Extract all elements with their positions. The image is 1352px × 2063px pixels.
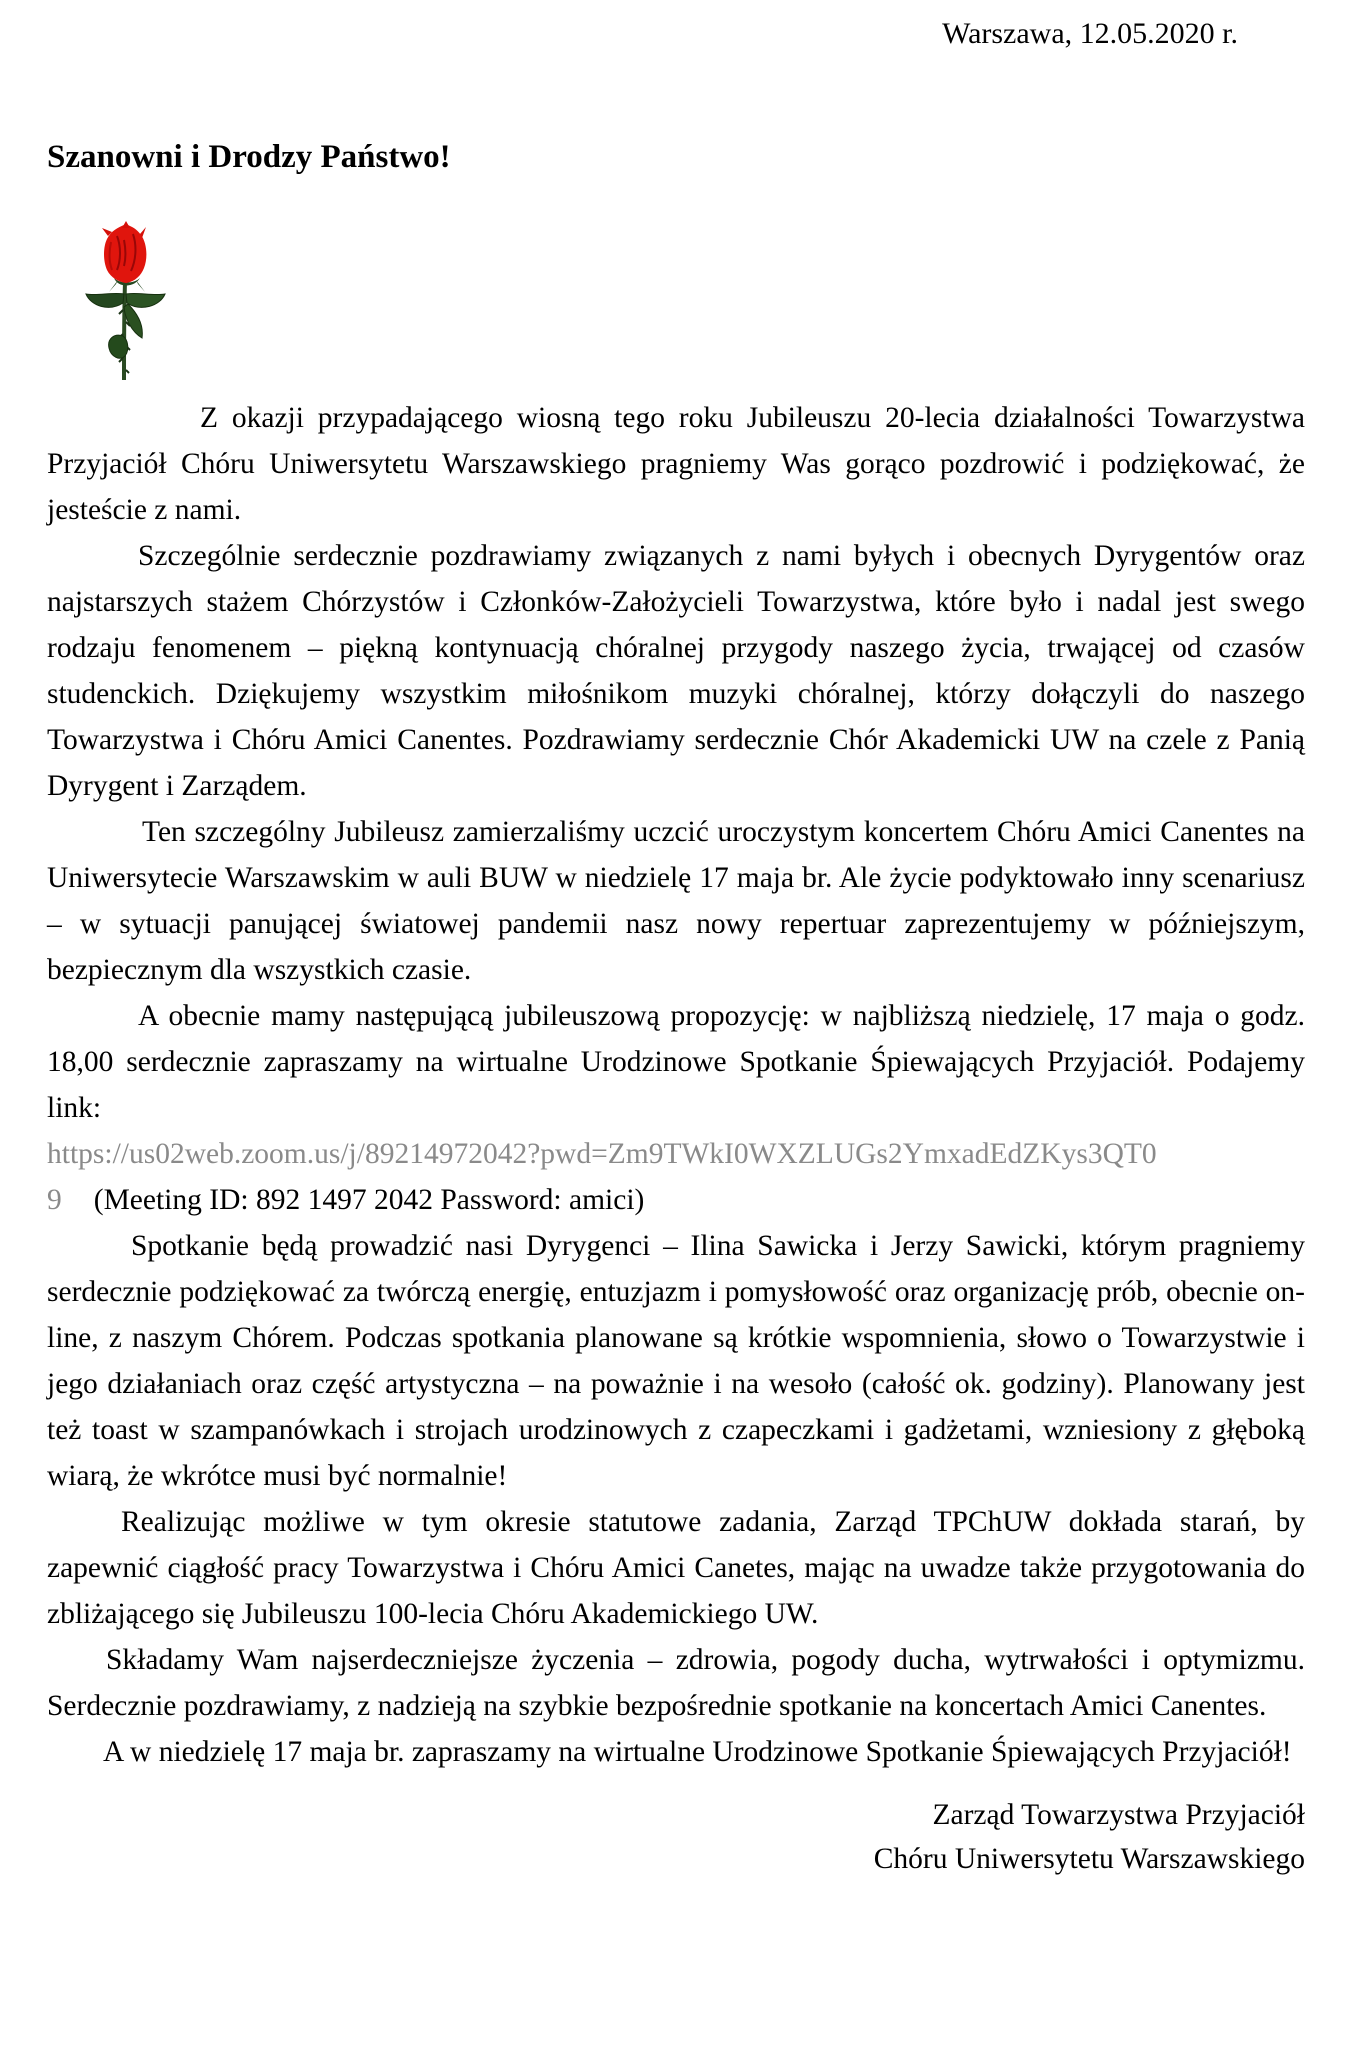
- zoom-meeting-link[interactable]: https://us02web.zoom.us/j/89214972042?pwd=Zm9TWkI0WXZLUGs2YmxadEdZKys3QT0: [47, 1138, 1157, 1170]
- zoom-link-wrap-char[interactable]: 9: [47, 1184, 62, 1216]
- zoom-link-wrap-line: [47, 1177, 1305, 1223]
- paragraph-virtual-meeting-invite: A obecnie mamy następującą jubileuszową propozycję: w najbliższą niedzielę, 17 maja o godz. 18,00 serdecznie zapraszamy na wirtualne Urodzinowe Spotkanie Śpiewających Przyjaciół. Podajemy link:: [47, 1000, 1305, 1124]
- paragraph-board-activities: Realizując możliwe w tym okresie statutowe zadania, Zarząd TPChUW dokłada starań, by zapewnić ciągłość pracy Towarzystwa i Chóru Amici Canetes, mając na uwadze także przygotowania do zbliżającego się Jubileuszu 100-lecia Chóru Akademickiego UW.: [47, 1506, 1305, 1630]
- letter-date: Warszawa, 12.05.2020 r.: [942, 17, 1238, 50]
- paragraph-special-greetings: Szczególnie serdecznie pozdrawiamy związanych z nami byłych i obecnych Dyrygentów oraz najstarszych stażem Chórzystów i Członków-Założycieli Towarzystwa, które było i nadal jest swego rodzaju fenomenem – piękną kontynuacją chóralnej przygody naszego życia, trwającej od czasów studenckich. Dziękujemy wszystkim miłośnikom muzyki chóralnej, którzy dołączyli do naszego Towarzystwa i Chóru Amici Canentes. Pozdrawiamy serdecznie Chór Akademicki UW na czele z Panią Dyrygent i Zarządem.: [47, 540, 1305, 802]
- paragraph-wishes: Składamy Wam najserdeczniejsze życzenia – zdrowia, pogody ducha, wytrwałości i optymizmu. Serdecznie pozdrawiamy, z nadzieją na szybkie bezpośrednie spotkanie na koncertach Amici Canentes.: [47, 1644, 1305, 1722]
- salutation-heading: Szanowni i Drodzy Państwo!: [47, 139, 451, 175]
- signature-block: [47, 1793, 1305, 1881]
- paragraph-concert-plans: Ten szczególny Jubileusz zamierzaliśmy uczcić uroczystym koncertem Chóru Amici Canentes na Uniwersytecie Warszawskim w auli BUW w niedzielę 17 maja br. Ale życie podyktowało inny scenariusz – w sytuacji panującej światowej pandemii nasz nowy repertuar zaprezentujemy w późniejszym, bezpiecznym dla wszystkich czasie.: [47, 816, 1305, 986]
- paragraph-conductors-program: Spotkanie będą prowadzić nasi Dyrygenci – Ilina Sawicka i Jerzy Sawicki, którym pragniemy serdecznie podziękować za twórczą energię, entuzjazm i pomysłowość oraz organizację prób, obecnie on-line, z naszym Chórem. Podczas spotkania planowane są krótkie wspomnienia, słowo o Towarzystwie i jego działaniach oraz część artystyczna – na poważnie i na wesoło (całość ok. godziny). Planowany jest też toast w szampanówkach i strojach urodzinowych z czapeczkami i gadżetami, wzniesiony z głęboką wiarą, że wkrótce musi być normalnie!: [47, 1230, 1305, 1492]
- signature-line-2: Chóru Uniwersytetu Warszawskiego: [873, 1843, 1305, 1875]
- paragraph-final-invite: A w niedzielę 17 maja br. zapraszamy na wirtualne Urodzinowe Spotkanie Śpiewających Przyjaciół!: [103, 1736, 1292, 1768]
- signature-line-1: Zarząd Towarzystwa Przyjaciół: [932, 1799, 1305, 1831]
- meeting-id-password: (Meeting ID: 892 1497 2042 Password: amici): [93, 1184, 645, 1216]
- letter-body: [47, 395, 1305, 1775]
- rose-icon: [78, 220, 168, 385]
- paragraph-jubilee-greeting: Z okazji przypadającego wiosną tego roku Jubileuszu 20-lecia działalności Towarzystwa Przyjaciół Chóru Uniwersytetu Warszawskiego pragniemy Was gorąco pozdrowić i podziękować, że jesteście z nami.: [47, 402, 1305, 526]
